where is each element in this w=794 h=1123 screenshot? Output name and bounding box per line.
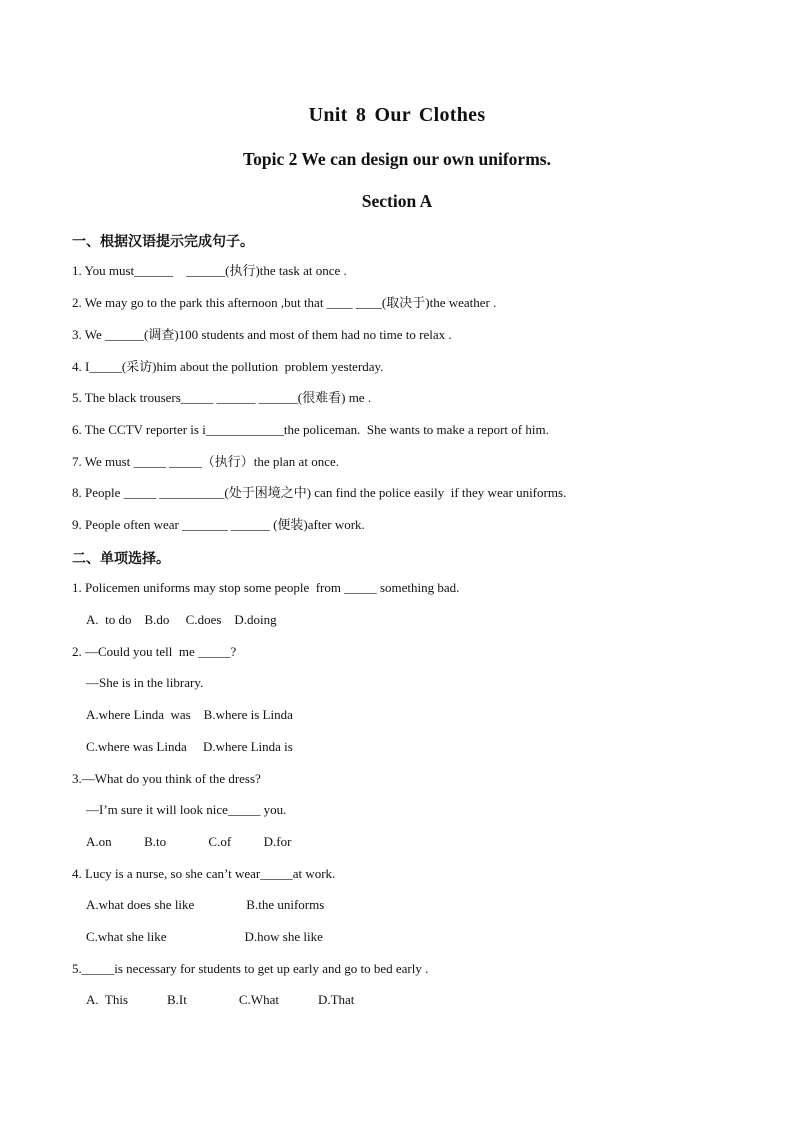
fill-in-item: 3. We ______(调查)100 students and most of them had no time to relax . — [72, 327, 452, 342]
question-options: A.on B.to C.of D.for — [86, 834, 292, 849]
topic-title: Topic 2 We can design our own uniforms. — [243, 149, 551, 169]
fill-in-item: 5. The black trousers_____ ______ ______(很难看) me . — [72, 390, 372, 405]
fill-in-item: 9. People often wear _______ ______ (便装)after work. — [72, 517, 365, 532]
question-stem: 5._____is necessary for students to get up early and go to bed early . — [72, 961, 429, 976]
fill-in-item: 7. We must _____ _____（执行）the plan at once. — [72, 454, 339, 469]
question-stem: 3.—What do you think of the dress? — [72, 771, 261, 786]
question-stem: 1. Policemen uniforms may stop some people from _____ something bad. — [72, 580, 460, 595]
fill-in-item: 1. You must______ ______(执行)the task at once . — [72, 263, 347, 278]
fill-in-item: 4. I_____(采访)him about the pollution problem yesterday. — [72, 359, 384, 374]
question-stem: 4. Lucy is a nurse, so she can’t wear_____at work. — [72, 866, 336, 881]
section-title: Section A — [361, 191, 433, 211]
question-options: A. This B.It C.What D.That — [86, 992, 355, 1007]
part2-heading: 二、单项选择。 — [72, 551, 170, 567]
question-dialogue: —I’m sure it will look nice_____ you. — [86, 802, 287, 817]
question-stem: 2. —Could you tell me _____? — [72, 644, 237, 659]
unit-title: Unit 8 Our Clothes — [308, 104, 486, 126]
question-options: A. to do B.do C.does D.doing — [86, 612, 277, 627]
question-options: A.where Linda was B.where is Linda — [86, 707, 293, 722]
question-options: A.what does she like B.the uniforms — [86, 897, 325, 912]
fill-in-item: 2. We may go to the park this afternoon ,but that ____ ____(取决于)the weather . — [72, 295, 497, 310]
fill-in-item: 8. People _____ __________(处于困境之中) can find the police easily if they wear uniforms. — [72, 485, 567, 500]
question-options: C.where was Linda D.where Linda is — [86, 739, 293, 754]
part1-heading: 一、根据汉语提示完成句子。 — [72, 234, 254, 250]
question-dialogue: —She is in the library. — [86, 675, 204, 690]
fill-in-item: 6. The CCTV reporter is i____________the policeman. She wants to make a report of him. — [72, 422, 549, 437]
question-options: C.what she like D.how she like — [86, 929, 323, 944]
